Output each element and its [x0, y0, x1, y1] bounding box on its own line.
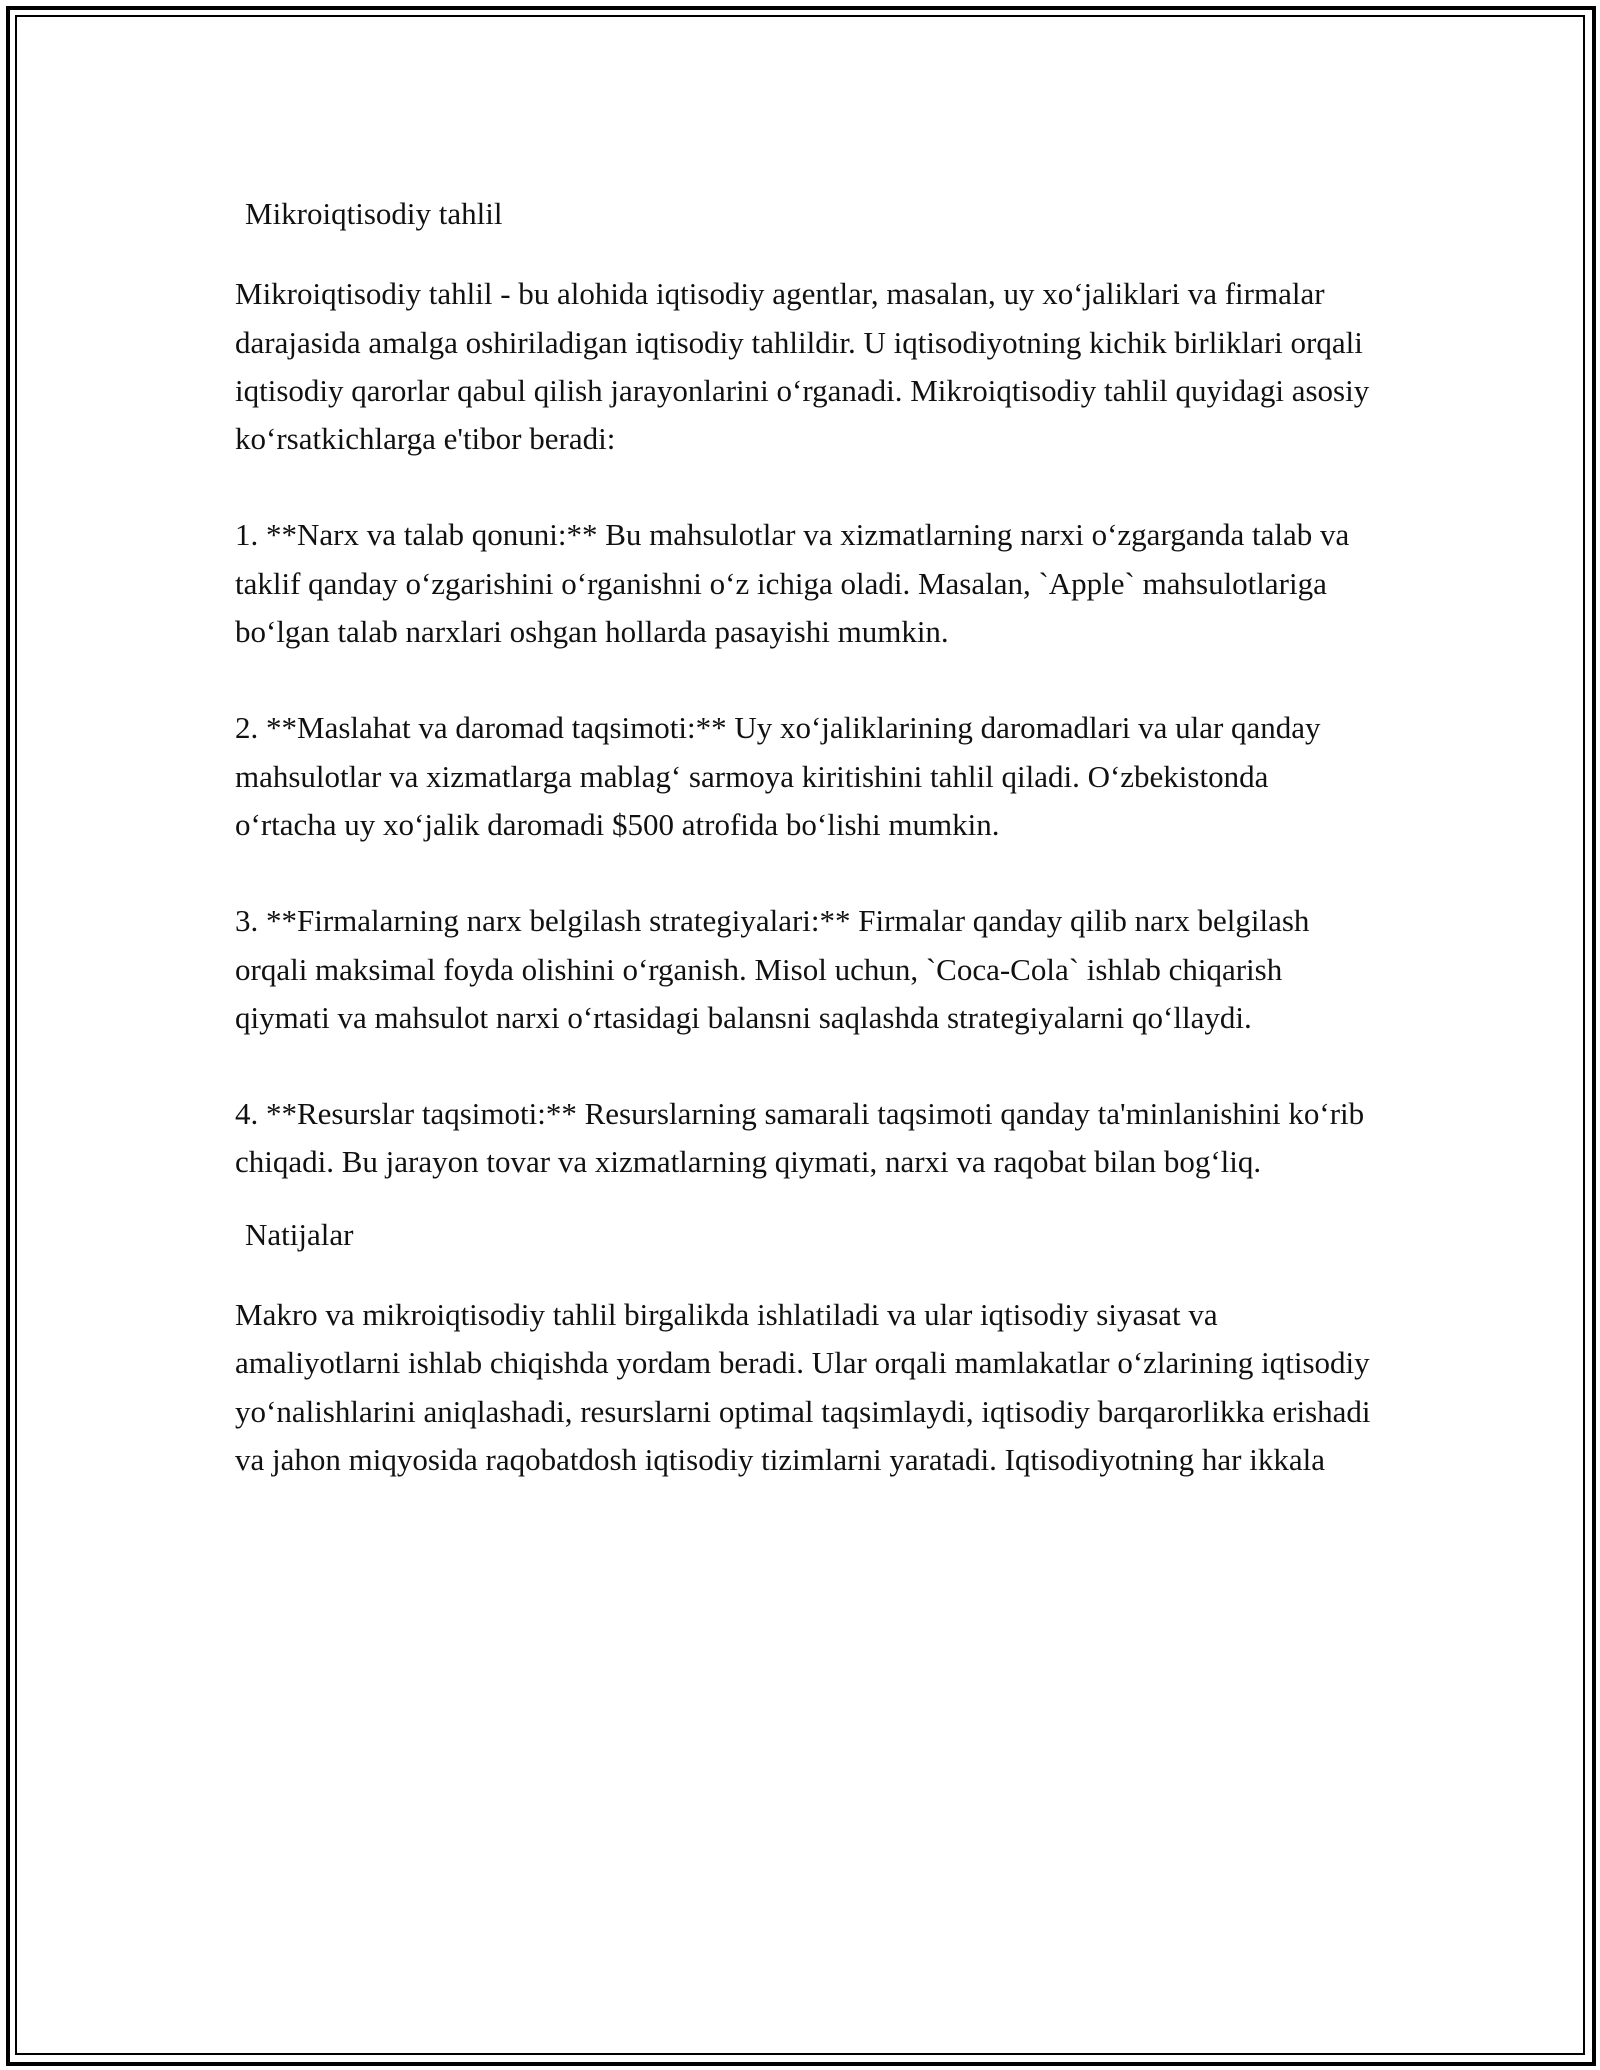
spacer	[235, 1187, 1375, 1211]
list-item-resource-allocation: 4. **Resurslar taqsimoti:** Resurslarning samarali taqsimoti qanday ta'minlanishini ko‘rib chiqadi. Bu jarayon tovar va xizmatlarning qiymati, narxi va raqobat bilan bog‘liq.	[235, 1096, 1365, 1180]
spacer	[235, 1259, 1375, 1291]
list-item-price-demand: 1. **Narx va talab qonuni:** Bu mahsulotlar va xizmatlarning narxi o‘zgarganda talab va taklif qanday o‘zgarishini o‘rganishni o‘z ichiga oladi. Masalan, `Apple` mahsulotlariga bo‘lgan talab narxlari oshgan hollarda pasayishi mumkin.	[235, 517, 1350, 650]
list-item-pricing-strategies: 3. **Firmalarning narx belgilash strategiyalari:** Firmalar qanday qilib narx belgilash orqali maksimal foyda olishini o‘rganish. Misol uchun, `Coca-Cola` ishlab chiqarish qiymati va mahsulot narxi o‘rtasidagi balansni saqlashda strategiyalarni qo‘llaydi.	[235, 903, 1310, 1035]
conclusion-paragraph: Makro va mikroiqtisodiy tahlil birgalikda ishlatiladi va ular iqtisodiy siyasat va amaliyotlarni ishlab chiqishda yordam beradi. Ular orqali mamlakatlar o‘zlarining iqtisodiy yo‘nalishlarini aniqlashadi, resurslarni optimal taqsimlaydi, iqtisodiy barqarorlikka erishadi va jahon miqyosida raqobatdosh iqtisodiy tizimlarni yaratadi. Iqtisodiyotning har ikkala	[235, 1297, 1371, 1477]
document-page	[235, 190, 1375, 1484]
spacer	[235, 656, 1375, 704]
section-heading-microeconomic-analysis: Mikroiqtisodiy tahlil	[245, 196, 503, 231]
intro-paragraph: Mikroiqtisodiy tahlil - bu alohida iqtisodiy agentlar, masalan, uy xo‘jaliklari va firmalar darajasida amalga oshiriladigan iqtisodiy tahlildir. U iqtisodiyotning kichik birliklari orqali iqtisodiy qarorlar qabul qilish jarayonlarini o‘rganadi. Mikroiqtisodiy tahlil quyidagi asosiy ko‘rsatkichlarga e'tibor beradi:	[235, 276, 1370, 457]
spacer	[235, 463, 1375, 511]
list-item-income-distribution: 2. **Maslahat va daromad taqsimoti:** Uy xo‘jaliklarining daromadlari va ular qanday mahsulotlar va xizmatlarga mablag‘ sarmoya kiritishini tahlil qiladi. O‘zbekistonda o‘rtacha uy xo‘jalik daromadi $500 atrofida bo‘lishi mumkin.	[235, 710, 1321, 842]
spacer	[235, 238, 1375, 270]
section-heading-results: Natijalar	[245, 1216, 354, 1252]
spacer	[235, 1042, 1375, 1090]
spacer	[235, 849, 1375, 897]
